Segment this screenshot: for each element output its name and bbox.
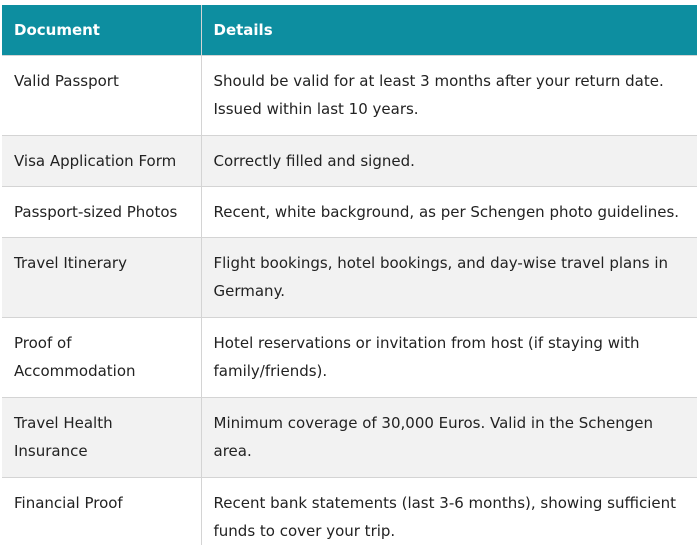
details-cell: Recent, white background, as per Schengen photo guidelines. — [201, 187, 697, 238]
document-cell: Proof of Accommodation — [2, 318, 201, 398]
details-cell: Recent bank statements (last 3-6 months), showing sufficient funds to cover your trip. — [201, 478, 697, 545]
table-header — [2, 5, 697, 56]
details-cell: Minimum coverage of 30,000 Euros. Valid in the Schengen area. — [201, 398, 697, 478]
documents-table — [2, 5, 697, 545]
details-cell: Correctly filled and signed. — [201, 136, 697, 187]
table-row — [2, 187, 697, 238]
details-cell: Flight bookings, hotel bookings, and day-wise travel plans in Germany. — [201, 238, 697, 318]
table-row — [2, 136, 697, 187]
document-cell: Passport-sized Photos — [2, 187, 201, 238]
table-row — [2, 318, 697, 398]
header-document: Document — [2, 5, 201, 56]
details-cell: Hotel reservations or invitation from host (if staying with family/friends). — [201, 318, 697, 398]
details-cell: Should be valid for at least 3 months after your return date. Issued within last 10 years. — [201, 56, 697, 136]
table-row — [2, 56, 697, 136]
document-cell: Travel Health Insurance — [2, 398, 201, 478]
table-body — [2, 56, 697, 545]
header-details: Details — [201, 5, 697, 56]
document-cell: Valid Passport — [2, 56, 201, 136]
document-cell: Financial Proof — [2, 478, 201, 545]
document-cell: Travel Itinerary — [2, 238, 201, 318]
document-cell: Visa Application Form — [2, 136, 201, 187]
table-row — [2, 238, 697, 318]
table-row — [2, 398, 697, 478]
table-row — [2, 478, 697, 545]
header-row — [2, 5, 697, 56]
